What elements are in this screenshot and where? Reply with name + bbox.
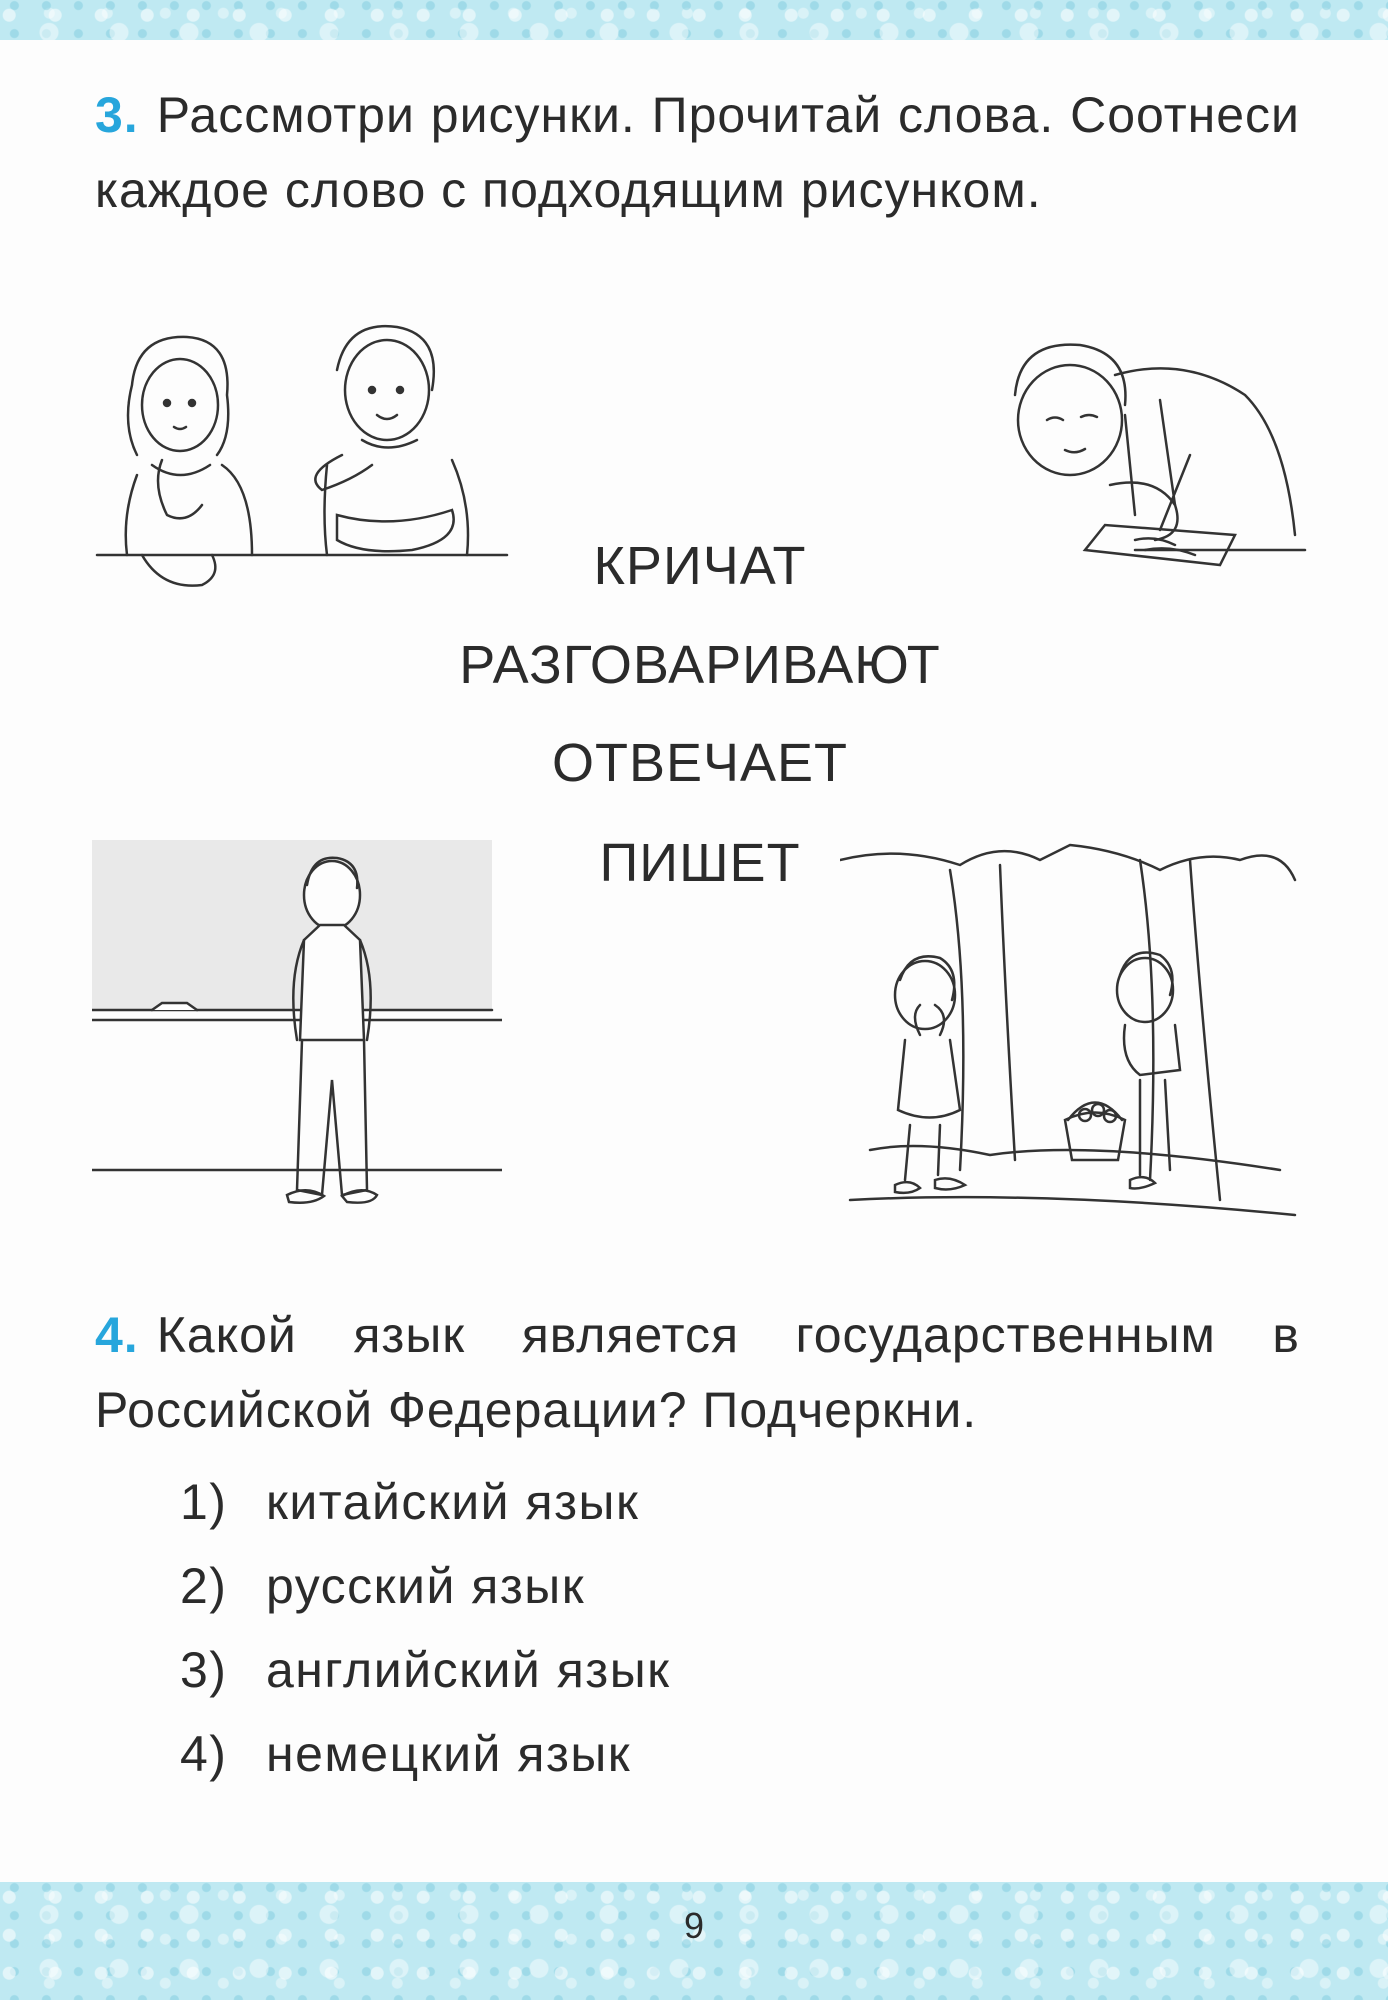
option-number: 3): [180, 1642, 228, 1698]
word-otvechaet[interactable]: ОТВЕЧАЕТ: [551, 733, 849, 793]
picture-boy-writing[interactable]: [985, 335, 1310, 580]
task-3-number: 3.: [95, 87, 139, 143]
task-4-options: [180, 1460, 671, 1796]
task-3-instruction: [95, 78, 1300, 228]
option-number: 1): [180, 1474, 228, 1530]
word-pishet[interactable]: ПИШЕТ: [599, 833, 801, 893]
task-3-text: Рассмотри рисунки. Прочитай слова. Соотнеси каждое слово с подходящим рисунком.: [95, 87, 1300, 218]
option-3[interactable]: [180, 1628, 671, 1712]
option-label: китайский язык: [266, 1474, 640, 1530]
option-label: английский язык: [266, 1642, 671, 1698]
task-4-text: Какой язык является государственным в Российской Федерации? Подчеркни.: [95, 1307, 1300, 1438]
option-label: немецкий язык: [266, 1726, 632, 1782]
top-decorative-band: [0, 0, 1388, 40]
word-krichat[interactable]: КРИЧАТ: [593, 536, 807, 596]
word-razgovarivayut[interactable]: РАЗГОВАРИВАЮТ: [459, 635, 941, 695]
option-4[interactable]: [180, 1712, 671, 1796]
option-label: русский язык: [266, 1558, 586, 1614]
option-number: 4): [180, 1726, 228, 1782]
task-4-number: 4.: [95, 1307, 139, 1363]
picture-children-shouting-in-forest[interactable]: [840, 840, 1300, 1230]
picture-boy-at-blackboard[interactable]: [92, 840, 502, 1225]
option-2[interactable]: [180, 1544, 671, 1628]
option-1[interactable]: [180, 1460, 671, 1544]
page-number: 9: [683, 1905, 705, 1946]
task-4-question: [95, 1298, 1300, 1448]
option-number: 2): [180, 1558, 228, 1614]
